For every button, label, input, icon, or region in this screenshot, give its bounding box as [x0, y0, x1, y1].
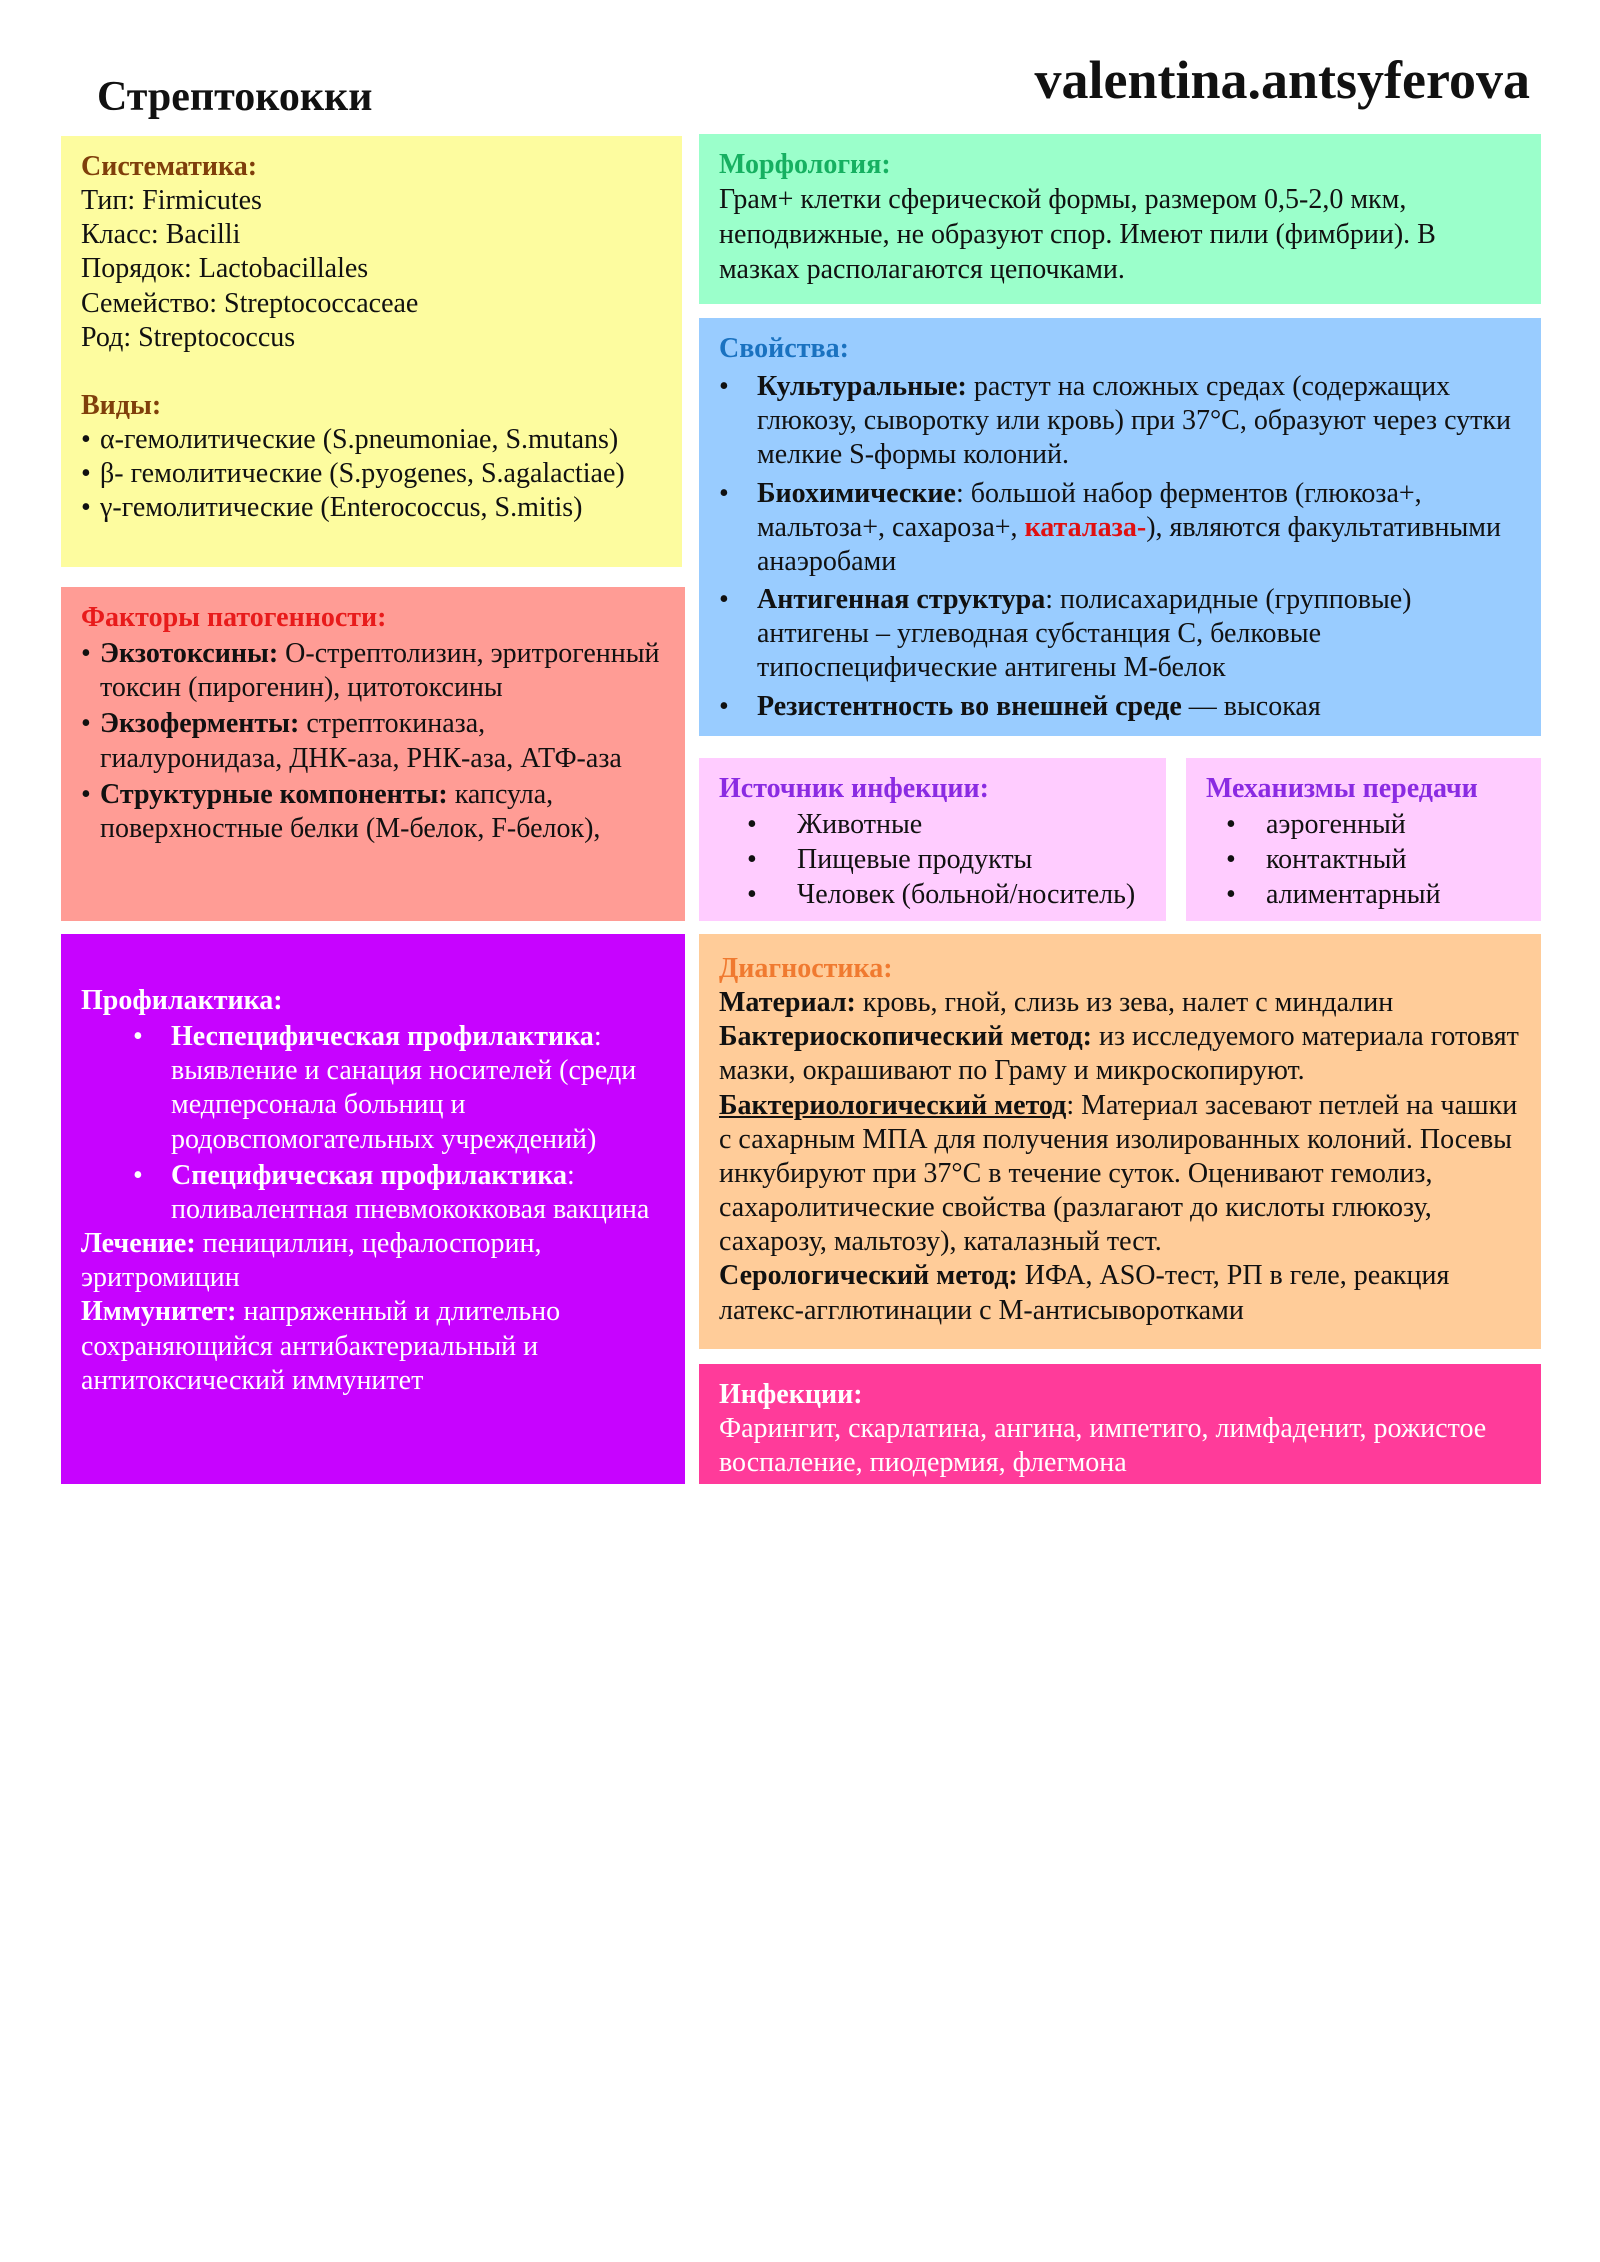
transmission-list [1206, 808, 1521, 912]
bullet-icon: • [719, 477, 729, 509]
pathogenicity-list [81, 637, 665, 846]
list-item: • контактный [1206, 843, 1521, 877]
infection-source-heading: Источник инфекции: [719, 773, 989, 804]
systematics-heading: Систематика: [81, 151, 258, 182]
taxonomy-class: Класс: Bacilli [81, 219, 241, 251]
bullet-icon: • [747, 844, 757, 876]
list-item: • алиментарный [1206, 878, 1521, 912]
infections-box [699, 1364, 1541, 1484]
immunity-text: Иммунитет: напряженный и длительно сохраняющийся антибактериальный и антитоксический иммунитет [81, 1296, 561, 1396]
properties-list [719, 370, 1521, 724]
list-item: • Антигенная структура: полисахаридные (групповые) антигены – углеводная субстанция С, белковые типоспецифические антигены М-белок [719, 584, 1412, 684]
list-item: • Резистентность во внешней среде — высокая [719, 690, 1521, 724]
morphology-text: Грам+ клетки сферической формы, размером 0,5-2,0 мкм, неподвижные, не образуют спор. Имеют пили (фимбрии). В мазках располагаются цепочками. [719, 184, 1436, 286]
diagnostics-box [699, 934, 1541, 1349]
taxonomy-type: Тип: Firmicutes [81, 185, 262, 217]
morphology-box [699, 134, 1541, 304]
list-item: • Неспецифическая профилактика: выявление и санация носителей (среди медперсонала больниц и родовспомогательных учреждений) [133, 1021, 637, 1155]
list-item: • γ-гемолитические (Enterococcus, S.mitis) [81, 491, 662, 525]
infections-text: Фарингит, скарлатина, ангина, импетиго, лимфаденит, рожистое воспаление, пиодермия, флегмона [719, 1413, 1487, 1479]
bullet-icon: • [133, 1159, 143, 1191]
diagnostics-bacteriological: Бактериологический метод: Материал засевают петлей на чашки с сахарным МПА для получения изолированных колоний. Посевы инкубируют при 37°С в течение суток. Оценивают гемолиз, сахаролитические свойства (разлагают до кислоты глюкозу, сахарозу, мальтозу), каталазный тест. [719, 1089, 1518, 1258]
list-item: • Экзотоксины: О-стрептолизин, эритрогенный токсин (пирогенин), цитотоксины [81, 638, 660, 704]
bullet-icon: • [81, 778, 91, 810]
list-item: • Культуральные: растут на сложных средах (содержащих глюкозу, сыворотку или кровь) при 37°С, образуют через сутки мелкие S-формы колоний. [719, 371, 1512, 471]
morphology-heading: Морфология: [719, 149, 891, 180]
list-item: • Человек (больной/носитель) [719, 878, 1146, 912]
diagnostics-serological: Серологический метод: ИФА, ASO-тест, РП в геле, реакция латекс-агглютинации с М-антисыворотками [719, 1260, 1450, 1326]
diagnostics-bacterioscopic: Бактериоскопический метод: из исследуемого материала готовят мазки, окрашивают по Граму и микроскопируют. [719, 1021, 1519, 1087]
bullet-icon: • [81, 492, 91, 524]
properties-heading: Свойства: [719, 333, 849, 364]
list-item: • α-гемолитические (S.pneumoniae, S.mutans) [81, 423, 662, 457]
bullet-icon: • [81, 638, 91, 670]
prophylaxis-box [61, 934, 685, 1484]
list-item: • Биохимические: большой набор ферментов (глюкоза+, мальтоза+, сахароза+, каталаза-), являются факультативными анаэробами [719, 477, 1501, 577]
infections-heading: Инфекции: [719, 1379, 863, 1410]
bullet-icon: • [1226, 844, 1236, 876]
list-item: • Пищевые продукты [719, 843, 1146, 877]
systematics-box [61, 136, 682, 567]
taxonomy-family: Семейство: Streptococcaceae [81, 287, 419, 319]
bullet-icon: • [81, 458, 91, 490]
list-item: • β- гемолитические (S.pyogenes, S.agalactiae) [81, 457, 662, 491]
transmission-box [1186, 758, 1541, 921]
bullet-icon: • [747, 879, 757, 911]
author-watermark: valentina.antsyferova [1034, 50, 1530, 110]
bullet-icon: • [719, 690, 729, 722]
list-item: • Экзоферменты: стрептокиназа, гиалуронидаза, ДНК-аза, РНК-аза, АТФ-аза [81, 708, 622, 774]
bullet-icon: • [747, 809, 757, 841]
transmission-heading: Механизмы передачи [1206, 773, 1478, 804]
list-item: • Специфическая профилактика: поливалентная пневмококковая вакцина [133, 1159, 650, 1225]
bullet-icon: • [719, 371, 729, 403]
bullet-icon: • [1226, 809, 1236, 841]
bullet-icon: • [719, 584, 729, 616]
list-item: • Структурные компоненты: капсула, поверхностные белки (М-белок, F-белок), [81, 778, 601, 844]
pathogenicity-box [61, 587, 685, 921]
infection-source-list [719, 808, 1146, 912]
page-title: Стрептококки [97, 74, 373, 120]
bullet-icon: • [1226, 879, 1236, 911]
species-list [81, 423, 662, 525]
treatment-text: Лечение: пенициллин, цефалоспорин, эритромицин [81, 1228, 542, 1294]
taxonomy-genus: Род: Streptococcus [81, 321, 296, 353]
properties-box [699, 318, 1541, 736]
diagnostics-heading: Диагностика: [719, 953, 893, 984]
taxonomy-order: Порядок: Lactobacillales [81, 253, 369, 285]
bullet-icon: • [81, 708, 91, 740]
bullet-icon: • [81, 424, 91, 456]
prophylaxis-heading: Профилактика: [81, 985, 283, 1016]
list-item: • Животные [719, 808, 1146, 842]
prophylaxis-list [133, 1020, 665, 1227]
bullet-icon: • [133, 1021, 143, 1053]
species-heading: Виды: [81, 389, 162, 421]
diagnostics-material: Материал: кровь, гной, слизь из зева, налет с миндалин [719, 987, 1394, 1019]
list-item: • аэрогенный [1206, 808, 1521, 842]
infection-source-box [699, 758, 1166, 921]
pathogenicity-heading: Факторы патогенности: [81, 602, 387, 633]
